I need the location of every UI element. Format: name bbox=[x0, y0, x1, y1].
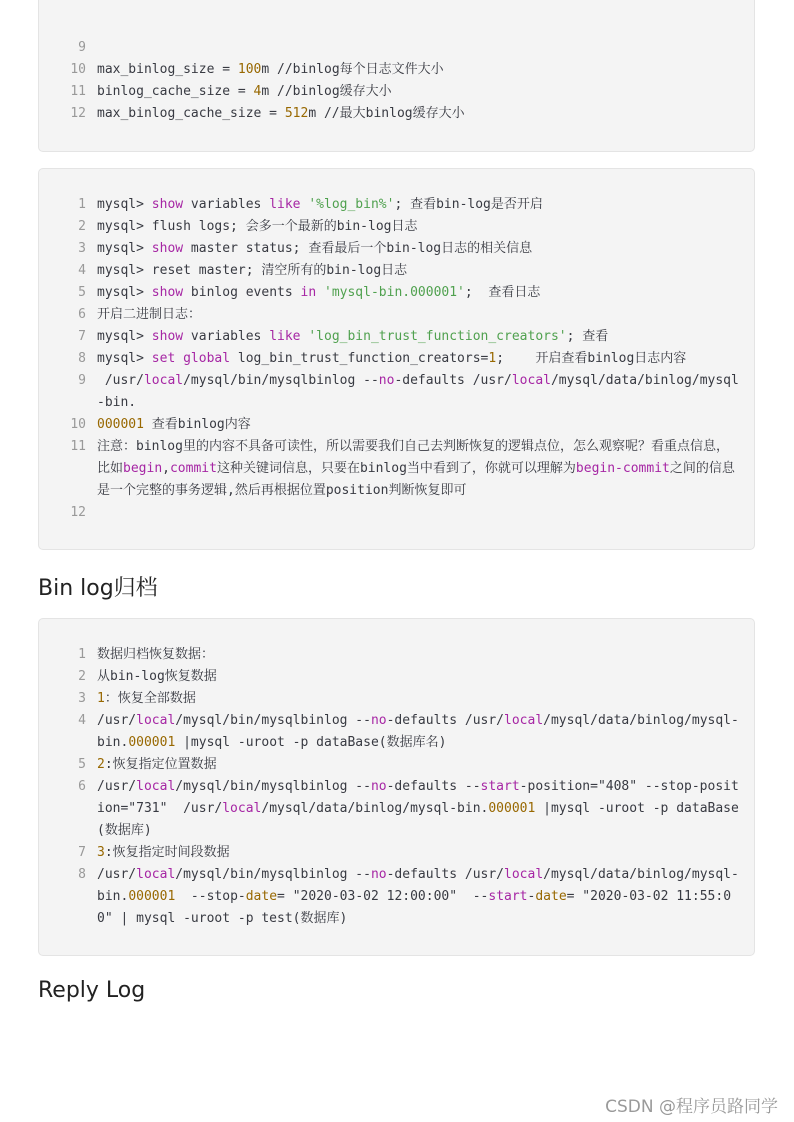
line-number: 12 bbox=[70, 106, 86, 121]
keyword-token: local bbox=[504, 713, 544, 728]
code-text bbox=[97, 326, 740, 348]
text-token: ; 查看bin-log是否开启 bbox=[394, 197, 543, 212]
keyword-token: show bbox=[151, 197, 184, 212]
code-text bbox=[97, 348, 740, 370]
number-token: 000001 bbox=[488, 801, 536, 816]
line-number: 5 bbox=[78, 285, 86, 300]
code-text bbox=[97, 282, 740, 304]
text-token: 查看binlog内容 bbox=[143, 417, 251, 432]
number-token: 3 bbox=[97, 845, 105, 860]
code-text bbox=[97, 81, 740, 103]
text-token: binlog_cache_size = bbox=[97, 84, 254, 99]
code-line bbox=[39, 304, 754, 326]
line-number: 3 bbox=[78, 691, 86, 706]
text-token: /mysql/bin/mysqlbinlog -- bbox=[175, 713, 371, 728]
code-text bbox=[97, 414, 740, 436]
line-number: 3 bbox=[78, 241, 86, 256]
keyword-token: in bbox=[300, 285, 317, 300]
code-line bbox=[39, 842, 754, 864]
code-line bbox=[39, 644, 754, 666]
text-token: mysql> bbox=[97, 351, 152, 366]
keyword-token: commit bbox=[169, 461, 217, 476]
number-token: 1 bbox=[97, 691, 105, 706]
text-token: -defaults /usr/ bbox=[386, 713, 505, 728]
number-token: 512 bbox=[284, 106, 309, 121]
code-text bbox=[97, 502, 740, 524]
text-token: 从bin-log恢复数据 bbox=[97, 669, 217, 684]
text-token: mysql> bbox=[97, 329, 152, 344]
text-token: 之间的信息是一个完整的事务逻辑,然后再根据位置position判断恢复即可 bbox=[97, 461, 735, 498]
code-text bbox=[97, 260, 740, 282]
text-token: /mysql/data/binlog/mysql-bin. bbox=[261, 801, 489, 816]
string-token: '%log_bin%' bbox=[308, 197, 395, 212]
text-token bbox=[316, 285, 324, 300]
code-line bbox=[39, 436, 754, 502]
keyword-token: no bbox=[370, 779, 387, 794]
text-token: max_binlog_size = bbox=[97, 62, 238, 77]
keyword-token: local bbox=[136, 713, 176, 728]
code-block-archive-restore bbox=[38, 618, 755, 956]
code-line bbox=[39, 282, 754, 304]
code-text bbox=[97, 864, 740, 930]
text-token: log_bin_trust_function_creators= bbox=[230, 351, 489, 366]
code-text bbox=[97, 436, 740, 502]
text-token: -defaults -- bbox=[386, 779, 481, 794]
text-token: m //binlog每个日志文件大小 bbox=[261, 62, 444, 77]
line-number: 6 bbox=[78, 307, 86, 322]
text-token: /mysql/data/binlog/mysql-bin. bbox=[97, 373, 739, 410]
text-token: /usr/ bbox=[97, 779, 137, 794]
text-token: = "2020-03-02 12:00:00" -- bbox=[277, 889, 489, 904]
keyword-token: no bbox=[370, 713, 387, 728]
keyword-token: local bbox=[143, 373, 184, 388]
code-line bbox=[39, 370, 754, 414]
text-token: 开启二进制日志： bbox=[97, 307, 202, 322]
text-token: /usr/ bbox=[97, 373, 144, 388]
number-token: date bbox=[245, 889, 278, 904]
code-text bbox=[97, 37, 740, 59]
text-token bbox=[175, 351, 183, 366]
text-token: /mysql/bin/mysqlbinlog -- bbox=[175, 867, 371, 882]
text-token: mysql> bbox=[97, 197, 152, 212]
keyword-token: begin-commit bbox=[575, 461, 670, 476]
text-token: mysql> bbox=[97, 241, 152, 256]
text-token: --stop- bbox=[175, 889, 246, 904]
keyword-token: begin bbox=[123, 461, 163, 476]
line-number: 2 bbox=[78, 669, 86, 684]
code-line bbox=[39, 103, 754, 125]
code-line bbox=[39, 348, 754, 370]
number-token: 4 bbox=[253, 84, 262, 99]
line-number: 1 bbox=[78, 197, 86, 212]
line-number: 7 bbox=[78, 329, 86, 344]
text-token: binlog events bbox=[183, 285, 301, 300]
line-number: 4 bbox=[78, 263, 86, 278]
code-block-binlog-config bbox=[38, 0, 755, 152]
number-token: date bbox=[535, 889, 567, 904]
string-token: 'log_bin_trust_function_creators' bbox=[308, 329, 567, 344]
line-number: 8 bbox=[78, 867, 86, 882]
number-token: 1 bbox=[488, 351, 497, 366]
keyword-token: show bbox=[151, 329, 184, 344]
text-token: variables bbox=[183, 329, 270, 344]
code-line bbox=[39, 710, 754, 754]
code-text bbox=[97, 776, 740, 842]
number-token: 100 bbox=[237, 62, 262, 77]
line-number: 10 bbox=[70, 62, 86, 77]
number-token: 000001 bbox=[128, 889, 176, 904]
keyword-token: no bbox=[378, 373, 395, 388]
line-number: 12 bbox=[70, 505, 86, 520]
csdn-watermark: CSDN @程序员路同学 bbox=[605, 1097, 778, 1117]
code-line bbox=[39, 216, 754, 238]
code-line bbox=[39, 326, 754, 348]
text-token: /mysql/data/binlog/mysql-bin. bbox=[97, 713, 739, 750]
line-number: 2 bbox=[78, 219, 86, 234]
text-token: = "2020-03-02 11:55:00" | mysql -uroot -p test(数据库) bbox=[97, 889, 732, 926]
heading-binlog-archive: Bin log归档 bbox=[38, 576, 158, 601]
keyword-token: show bbox=[151, 285, 184, 300]
text-token: /mysql/data/binlog/mysql-bin. bbox=[97, 867, 739, 904]
text-token: -defaults /usr/ bbox=[394, 373, 512, 388]
text-token: -position="408" --stop-position="731" /usr/ bbox=[97, 779, 739, 816]
code-line bbox=[39, 502, 754, 524]
text-token: /mysql/bin/mysqlbinlog -- bbox=[175, 779, 371, 794]
code-line bbox=[39, 776, 754, 842]
keyword-token: start bbox=[488, 889, 528, 904]
text-token: |mysql -uroot -p dataBase(数据库名) bbox=[175, 735, 447, 750]
text-token: 注意：binlog里的内容不具备可读性，所以需要我们自己去判断恢复的逻辑点位，怎么观察呢？看重点信息，比如 bbox=[97, 439, 729, 476]
code-text bbox=[97, 710, 740, 754]
text-token: ; 查看日志 bbox=[464, 285, 541, 300]
text-token: ; 开启查看binlog日志内容 bbox=[496, 351, 687, 366]
code-text bbox=[97, 644, 740, 666]
keyword-token: local bbox=[222, 801, 262, 816]
code-text bbox=[97, 103, 740, 125]
text-token: mysql> bbox=[97, 285, 152, 300]
text-token: m //最大binlog缓存大小 bbox=[308, 106, 465, 121]
text-token: 这种关键词信息，只要在binlog当中看到了，你就可以理解为 bbox=[216, 461, 576, 476]
keyword-token: show bbox=[151, 241, 184, 256]
code-text bbox=[97, 370, 740, 414]
text-token: |mysql -uroot -p dataBase(数据库) bbox=[97, 801, 739, 838]
code-text bbox=[97, 688, 740, 710]
keyword-token: global bbox=[183, 351, 231, 366]
line-number: 11 bbox=[70, 439, 86, 454]
text-token: m //binlog缓存大小 bbox=[261, 84, 392, 99]
keyword-token: no bbox=[370, 867, 387, 882]
line-number: 9 bbox=[78, 373, 86, 388]
code-block-mysql-commands bbox=[38, 168, 755, 550]
text-token: - bbox=[527, 889, 536, 904]
code-line bbox=[39, 238, 754, 260]
line-number: 7 bbox=[78, 845, 86, 860]
line-number: 4 bbox=[78, 713, 86, 728]
line-number: 5 bbox=[78, 757, 86, 772]
text-token: ; 查看 bbox=[566, 329, 609, 344]
text-token: max_binlog_cache_size = bbox=[97, 106, 285, 121]
code-text bbox=[97, 666, 740, 688]
keyword-token: like bbox=[269, 197, 301, 212]
code-line bbox=[39, 37, 754, 59]
keyword-token: start bbox=[480, 779, 520, 794]
number-token: 000001 bbox=[97, 417, 144, 432]
line-number: 11 bbox=[70, 84, 86, 99]
line-number: 1 bbox=[78, 647, 86, 662]
code-line bbox=[39, 864, 754, 930]
heading-reply-log: Reply Log bbox=[38, 978, 146, 1003]
line-number: 10 bbox=[70, 417, 86, 432]
keyword-token: local bbox=[511, 373, 551, 388]
code-text bbox=[97, 238, 740, 260]
code-text bbox=[97, 842, 740, 864]
text-token: master status; 查看最后一个bin-log日志的相关信息 bbox=[183, 241, 533, 256]
keyword-token: local bbox=[504, 867, 544, 882]
keyword-token: local bbox=[136, 867, 176, 882]
code-text bbox=[97, 59, 740, 81]
code-text bbox=[97, 754, 740, 776]
code-line bbox=[39, 260, 754, 282]
text-token: variables bbox=[183, 197, 270, 212]
text-token: /mysql/bin/mysqlbinlog -- bbox=[183, 373, 379, 388]
keyword-token: like bbox=[269, 329, 301, 344]
code-text bbox=[97, 194, 740, 216]
code-text bbox=[97, 216, 740, 238]
line-number: 6 bbox=[78, 779, 86, 794]
line-number: 8 bbox=[78, 351, 86, 366]
number-token: 2 bbox=[97, 757, 105, 772]
text-token: 数据归档恢复数据： bbox=[97, 647, 215, 662]
text-token: :恢复指定时间段数据 bbox=[104, 845, 230, 860]
number-token: 000001 bbox=[128, 735, 176, 750]
text-token: mysql> reset master; 清空所有的bin-log日志 bbox=[97, 263, 408, 278]
text-token: -defaults /usr/ bbox=[386, 867, 505, 882]
text-token: /usr/ bbox=[97, 867, 137, 882]
text-token: mysql> flush logs; 会多一个最新的bin-log日志 bbox=[97, 219, 418, 234]
text-token: , bbox=[162, 461, 170, 476]
code-line bbox=[39, 414, 754, 436]
text-token: /usr/ bbox=[97, 713, 137, 728]
line-number: 9 bbox=[78, 40, 86, 55]
string-token: 'mysql-bin.000001' bbox=[324, 285, 465, 300]
keyword-token: local bbox=[136, 779, 176, 794]
code-line bbox=[39, 754, 754, 776]
code-line bbox=[39, 81, 754, 103]
code-line bbox=[39, 59, 754, 81]
code-line bbox=[39, 666, 754, 688]
text-token: :恢复指定位置数据 bbox=[104, 757, 217, 772]
keyword-token: set bbox=[151, 351, 176, 366]
code-text bbox=[97, 304, 740, 326]
code-line bbox=[39, 194, 754, 216]
text-token: ：恢复全部数据 bbox=[104, 691, 196, 706]
code-line bbox=[39, 688, 754, 710]
